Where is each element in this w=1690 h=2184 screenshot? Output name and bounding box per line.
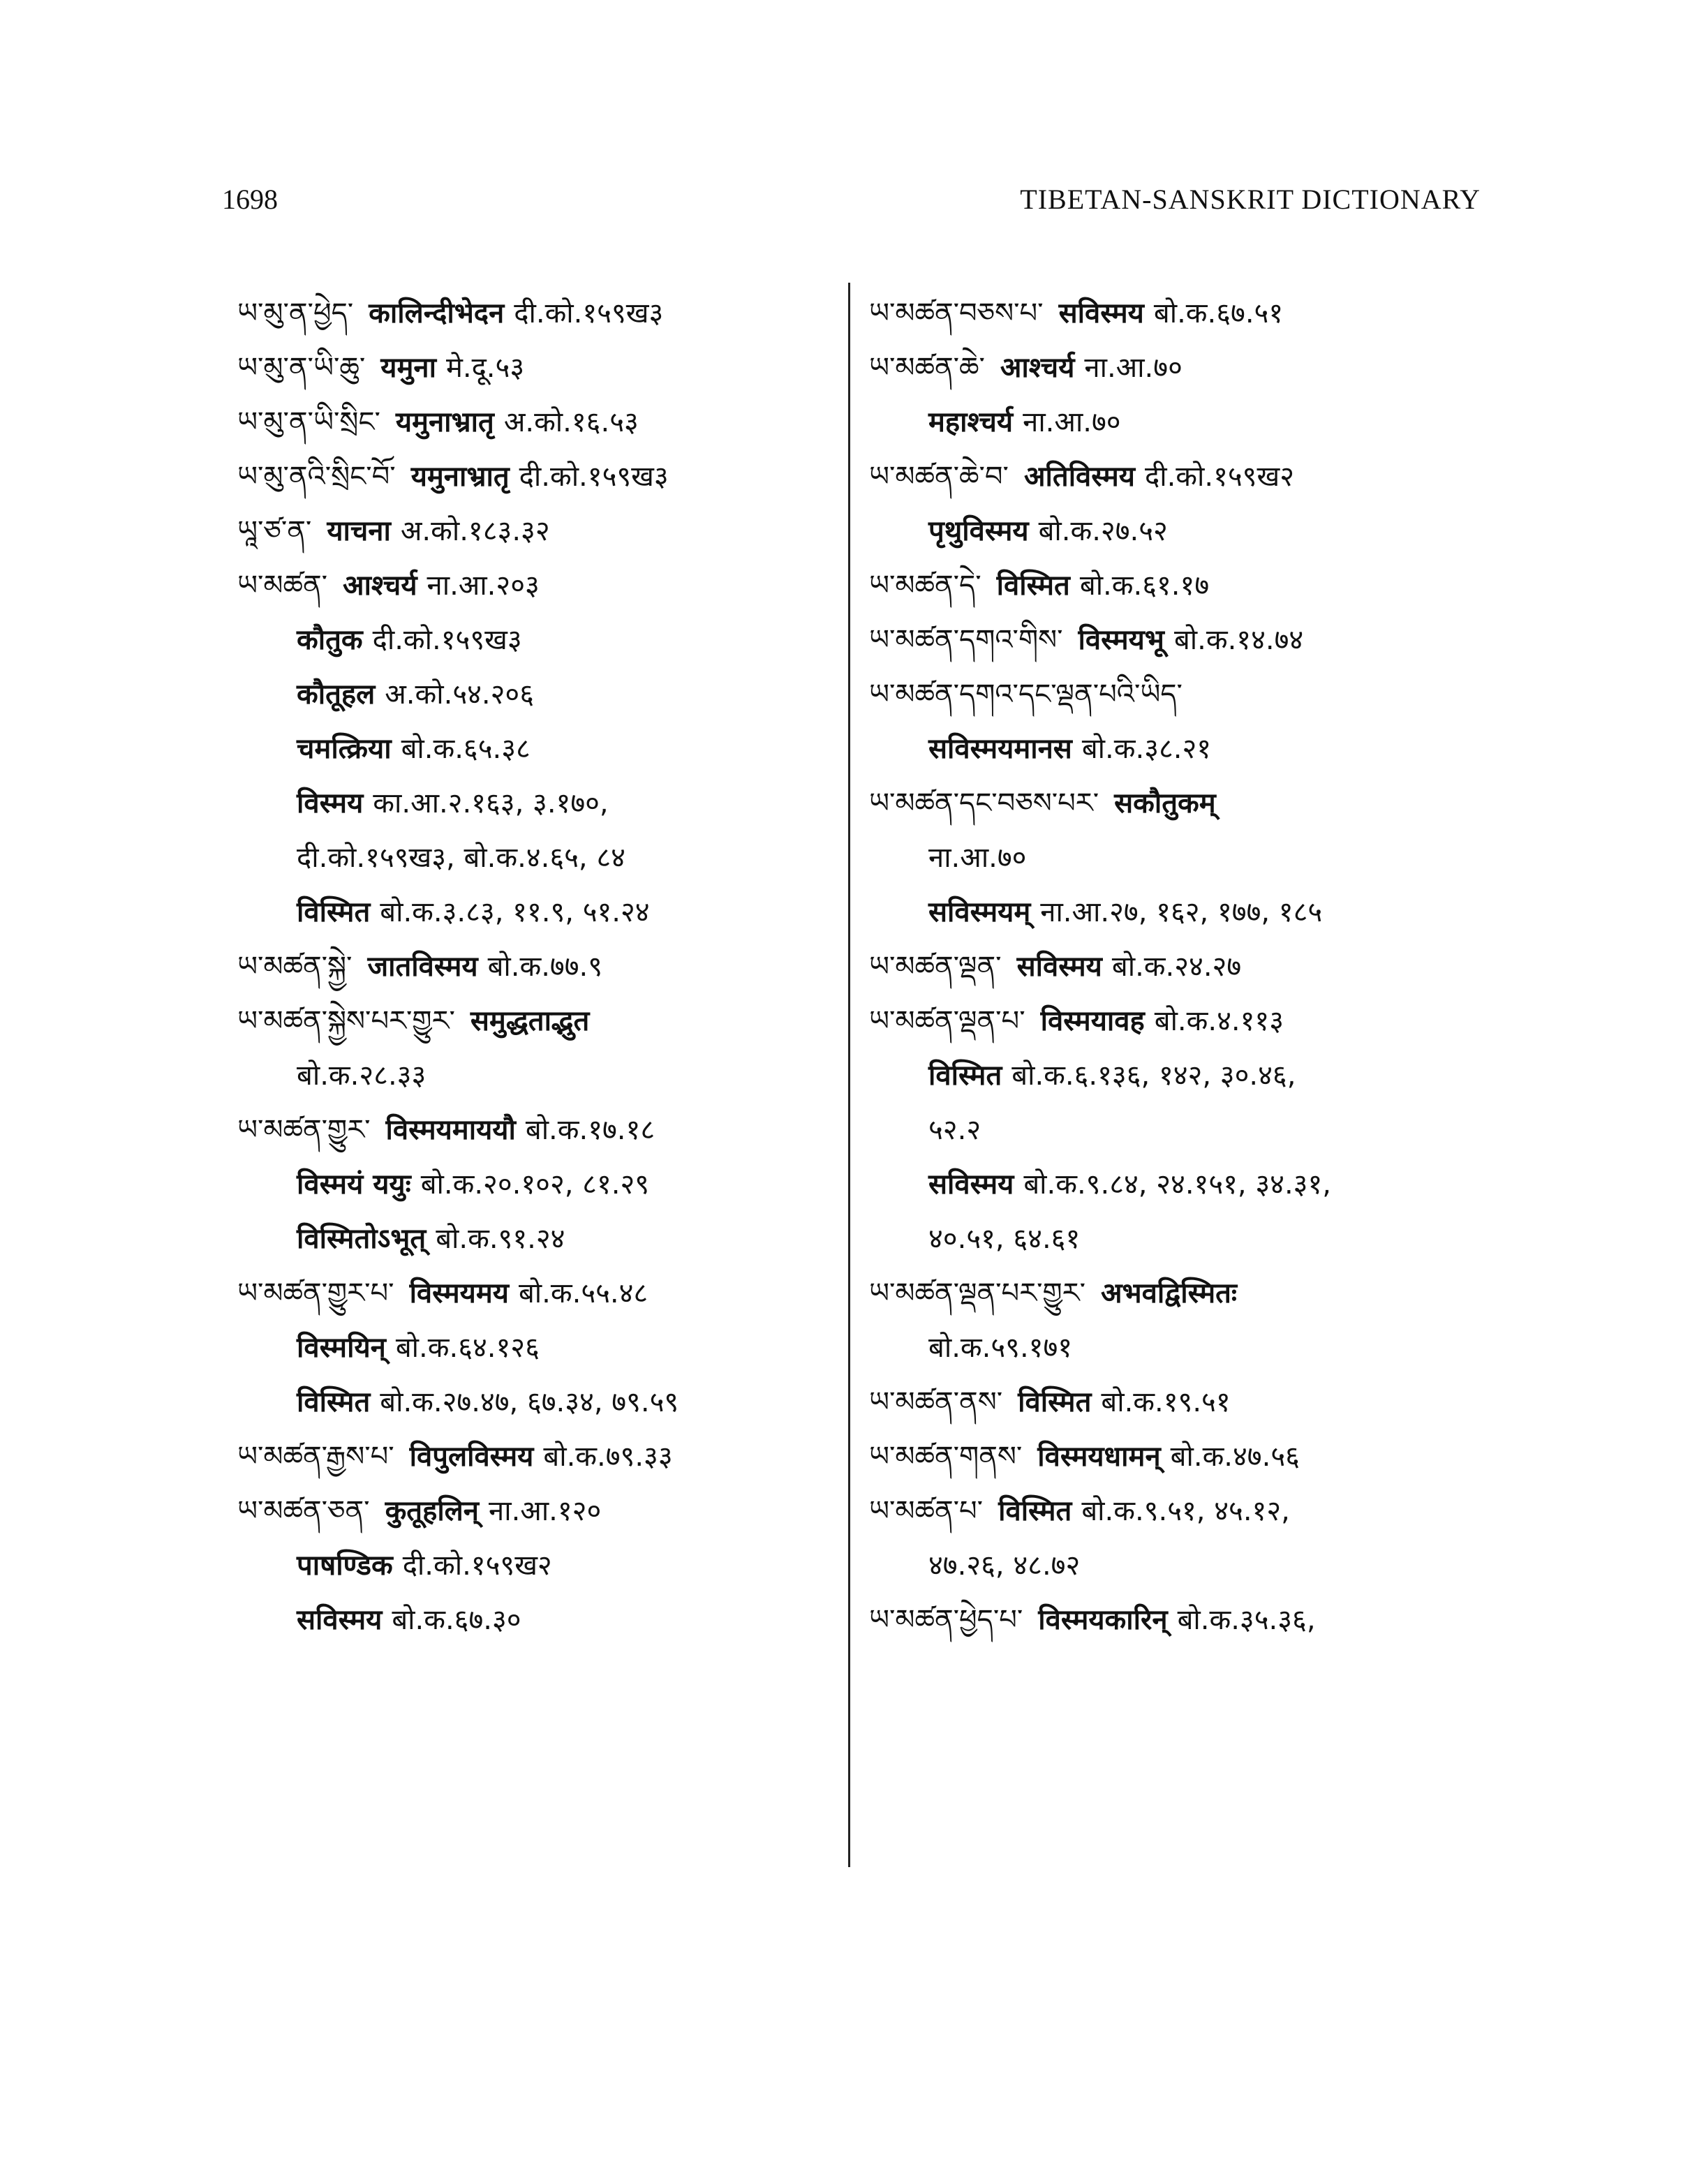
sub-entry bbox=[869, 1157, 1497, 1212]
source-reference: मे.दू.५३ bbox=[445, 352, 525, 384]
column-divider bbox=[848, 283, 850, 1867]
tibetan-headword: ཡ་མཚན་བཅས་པ་ bbox=[869, 297, 1044, 329]
tibetan-headword: ཡ་མཚན་སྐྱེས་པར་གྱུར་ bbox=[237, 1005, 455, 1037]
source-reference: अ.को.१६.५३ bbox=[503, 406, 639, 438]
sub-entry bbox=[869, 722, 1497, 776]
tibetan-headword: ཡ་མཚན་གྱུར་པ་ bbox=[237, 1277, 394, 1309]
sanskrit-equivalent: यमुनाभ्रातृ bbox=[410, 461, 510, 493]
tibetan-headword: ཡཱ་ཙ་ན་ bbox=[237, 515, 312, 547]
source-reference: बो.क.९१.२४ bbox=[436, 1223, 565, 1255]
dictionary-entry bbox=[869, 1429, 1497, 1484]
source-reference: बो.क.६.१३६, १४२, ३०.४६, bbox=[1011, 1060, 1296, 1092]
sanskrit-equivalent: यमुनाभ्रातृ bbox=[395, 406, 494, 438]
sub-entry bbox=[237, 1593, 838, 1647]
sanskrit-equivalent: महाश्चर्य bbox=[928, 406, 1014, 438]
sub-entry bbox=[237, 722, 838, 776]
source-reference: बो.क.५९.१७१ bbox=[928, 1332, 1073, 1364]
dictionary-entry bbox=[237, 450, 838, 504]
tibetan-headword: ཡ་མཚན་ཆེ་ bbox=[869, 352, 985, 384]
tibetan-headword: ཡ་མཚན་ bbox=[237, 570, 328, 602]
source-reference: ना.आ.७० bbox=[1084, 352, 1183, 384]
dictionary-entry bbox=[237, 1266, 838, 1321]
source-reference: बो.क.७७.९ bbox=[487, 951, 603, 983]
dictionary-entry bbox=[237, 1103, 838, 1157]
dictionary-entry bbox=[869, 1484, 1497, 1538]
sanskrit-equivalent: जातविस्मय bbox=[367, 951, 478, 983]
sanskrit-equivalent: कालिन्दीभेदन bbox=[369, 297, 505, 329]
dictionary-entry bbox=[237, 286, 838, 341]
source-reference: ना.आ.१२० bbox=[489, 1495, 602, 1527]
dictionary-entry bbox=[869, 1266, 1497, 1321]
tibetan-headword: ཡ་མཚན་དང་བཅས་པར་ bbox=[869, 787, 1099, 819]
source-reference: दी.को.१५९ख३ bbox=[372, 624, 522, 656]
source-reference: बो.क.५५.४८ bbox=[518, 1277, 648, 1309]
source-reference: बो.क.२४.२७ bbox=[1111, 951, 1242, 983]
source-reference: बो.क.२७.५२ bbox=[1038, 515, 1168, 547]
dictionary-entry bbox=[237, 395, 838, 450]
sanskrit-equivalent: सविस्मय bbox=[297, 1604, 383, 1636]
tibetan-headword: ཡ་མུ་ནའི་སྲིང་བོ་ bbox=[237, 461, 396, 493]
sub-entry bbox=[869, 885, 1497, 939]
tibetan-headword: ཡ་མཚན་ལྡན་པར་གྱུར་ bbox=[869, 1277, 1085, 1309]
source-reference: दी.को.१५९ख३ bbox=[519, 461, 669, 493]
dictionary-entry bbox=[869, 450, 1497, 504]
continuation-line bbox=[237, 1048, 838, 1103]
sub-entry bbox=[237, 776, 838, 831]
source-reference: ना.आ.२०३ bbox=[427, 570, 540, 602]
source-reference: ना.आ.२७, १६२, १७७, १८५ bbox=[1040, 896, 1323, 928]
sub-entry bbox=[237, 885, 838, 939]
dictionary-entry bbox=[237, 939, 838, 994]
source-reference: ना.आ.७० bbox=[1023, 406, 1121, 438]
sanskrit-equivalent: कौतुक bbox=[297, 624, 363, 656]
sanskrit-equivalent: यमुना bbox=[380, 352, 436, 384]
continuation-line bbox=[869, 1538, 1497, 1593]
sub-entry bbox=[237, 1212, 838, 1266]
dictionary-entry bbox=[237, 504, 838, 558]
source-reference: बो.क.७९.३३ bbox=[543, 1441, 673, 1473]
source-reference: बो.क.१४.७४ bbox=[1173, 624, 1304, 656]
sanskrit-equivalent: विस्मयं ययुः bbox=[297, 1168, 411, 1201]
tibetan-headword: ཡ་མཚན་དེ་ bbox=[869, 570, 981, 602]
dictionary-entry bbox=[869, 341, 1497, 395]
source-reference: बो.क.४.११३ bbox=[1154, 1005, 1284, 1037]
source-reference: बो.क.३.८३, ११.९, ५१.२४ bbox=[380, 896, 650, 928]
sanskrit-equivalent: विपुलविस्मय bbox=[409, 1441, 534, 1473]
sanskrit-equivalent: आश्चर्य bbox=[1000, 352, 1075, 384]
sanskrit-equivalent: कुतूहलिन् bbox=[385, 1495, 480, 1527]
sub-entry bbox=[237, 1157, 838, 1212]
tibetan-headword: ཡ་མཚན་དགའ་དང་ལྡན་པའི་ཡིད་ bbox=[869, 678, 1183, 711]
source-reference: बो.क.२०.१०२, ८१.२९ bbox=[420, 1168, 650, 1201]
continuation-line bbox=[869, 1103, 1497, 1157]
tibetan-headword: ཡ་མཚན་གྱུར་ bbox=[237, 1114, 371, 1146]
dictionary-entry bbox=[869, 994, 1497, 1048]
source-reference: बो.क.१९.५१ bbox=[1101, 1386, 1231, 1418]
source-reference: दी.को.१५९ख३, बो.क.४.६५, ८४ bbox=[297, 842, 625, 874]
sanskrit-equivalent: विस्मयभू bbox=[1078, 624, 1164, 656]
dictionary-entry bbox=[869, 558, 1497, 613]
source-reference: बो.क.३५.३६, bbox=[1177, 1604, 1316, 1636]
tibetan-headword: ཡ་མུ་ན་ཡི་སྲིང་ bbox=[237, 406, 380, 438]
sub-entry bbox=[237, 1375, 838, 1429]
sanskrit-equivalent: विस्मयकारिन् bbox=[1038, 1604, 1168, 1636]
tibetan-headword: ཡ་མཚན་ཆེ་བ་ bbox=[869, 461, 1009, 493]
tibetan-headword: ཡ་མཚན་པ་ bbox=[869, 1495, 984, 1527]
sanskrit-equivalent: सविस्मयमानस bbox=[928, 733, 1072, 765]
tibetan-headword: ཡ་མུ་ན་ཕྱེད་ bbox=[237, 297, 354, 329]
continuation-line bbox=[869, 1212, 1497, 1266]
left-column bbox=[237, 286, 838, 1647]
sanskrit-equivalent: विस्मितोऽभूत् bbox=[297, 1223, 427, 1255]
source-reference: बो.क.६५.३८ bbox=[401, 733, 531, 765]
tibetan-headword: ཡ་མཚན་ལྡན་པ་ bbox=[869, 1005, 1025, 1037]
source-reference: बो.क.९.५१, ४५.१२, bbox=[1081, 1495, 1290, 1527]
sub-entry bbox=[869, 395, 1497, 450]
source-reference: दी.को.१५९ख२ bbox=[1144, 461, 1294, 493]
source-reference: बो.क.४७.५६ bbox=[1170, 1441, 1300, 1473]
source-reference: ५२.२ bbox=[928, 1114, 981, 1146]
sanskrit-equivalent: विस्मयिन् bbox=[297, 1332, 386, 1364]
sanskrit-equivalent: विस्मयावह bbox=[1040, 1005, 1145, 1037]
dictionary-entry bbox=[869, 776, 1497, 831]
source-reference: बो.क.६१.१७ bbox=[1079, 570, 1210, 602]
source-reference: ४७.२६, ४८.७२ bbox=[928, 1550, 1081, 1582]
dictionary-entry bbox=[869, 286, 1497, 341]
continuation-line bbox=[869, 1321, 1497, 1375]
source-reference: बो.क.६४.१२६ bbox=[395, 1332, 540, 1364]
sub-entry bbox=[237, 1538, 838, 1593]
right-column bbox=[869, 286, 1497, 1647]
source-reference: बो.क.६७.३० bbox=[392, 1604, 521, 1636]
source-reference: ना.आ.७० bbox=[928, 842, 1027, 874]
dictionary-entry bbox=[869, 1375, 1497, 1429]
sanskrit-equivalent: कौतूहल bbox=[297, 678, 376, 711]
tibetan-headword: ཡ་མཚན་ཕྱེད་པ་ bbox=[869, 1604, 1023, 1636]
sanskrit-equivalent: विस्मित bbox=[1018, 1386, 1092, 1418]
sanskrit-equivalent: सविस्मय bbox=[1058, 297, 1144, 329]
running-title: TIBETAN-SANSKRIT DICTIONARY bbox=[1020, 184, 1481, 215]
sanskrit-equivalent: विस्मित bbox=[998, 1495, 1072, 1527]
sanskrit-equivalent: विस्मित bbox=[928, 1060, 1002, 1092]
dictionary-entry bbox=[237, 1484, 838, 1538]
sub-entry bbox=[869, 504, 1497, 558]
sanskrit-equivalent: याचना bbox=[327, 515, 391, 547]
dictionary-entry bbox=[237, 341, 838, 395]
sanskrit-equivalent: अतिविस्मय bbox=[1023, 461, 1135, 493]
sanskrit-equivalent: आश्चर्य bbox=[343, 570, 417, 602]
tibetan-headword: ཡ་མཚན་རྒྱས་པ་ bbox=[237, 1441, 394, 1473]
source-reference: दी.को.१५९ख२ bbox=[402, 1550, 552, 1582]
source-reference: दी.को.१५९ख३ bbox=[514, 297, 664, 329]
tibetan-headword: ཡ་མཚན་ནས་ bbox=[869, 1386, 1003, 1418]
continuation-line bbox=[237, 831, 838, 885]
tibetan-headword: ཡ་མཚན་ཅན་ bbox=[237, 1495, 370, 1527]
sanskrit-equivalent: विस्मयधामन् bbox=[1037, 1441, 1161, 1473]
sanskrit-equivalent: समुद्धताद्भुत bbox=[470, 1005, 590, 1037]
source-reference: बो.क.२८.३३ bbox=[297, 1060, 427, 1092]
tibetan-headword: ཡ་མཚན་དགའ་གིས་ bbox=[869, 624, 1063, 656]
sanskrit-equivalent: चमत्क्रिया bbox=[297, 733, 392, 765]
continuation-line bbox=[869, 831, 1497, 885]
dictionary-entry bbox=[237, 1429, 838, 1484]
sanskrit-equivalent: सविस्मयम् bbox=[928, 896, 1031, 928]
sub-entry bbox=[869, 1048, 1497, 1103]
sub-entry bbox=[237, 613, 838, 667]
source-reference: बो.क.२७.४७, ६७.३४, ७९.५९ bbox=[380, 1386, 679, 1418]
source-reference: अ.को.१८३.३२ bbox=[400, 515, 550, 547]
source-reference: बो.क.९.८४, २४.१५१, ३४.३१, bbox=[1023, 1168, 1331, 1201]
source-reference: अ.को.५४.२०६ bbox=[385, 678, 535, 711]
sanskrit-equivalent: अभवद्विस्मितः bbox=[1101, 1277, 1237, 1309]
dictionary-entry bbox=[237, 994, 838, 1048]
sanskrit-equivalent: पृथुविस्मय bbox=[928, 515, 1029, 547]
sanskrit-equivalent: विस्मयमय bbox=[409, 1277, 509, 1309]
dictionary-entry bbox=[869, 1593, 1497, 1647]
dictionary-entry bbox=[869, 939, 1497, 994]
sanskrit-equivalent: विस्मित bbox=[996, 570, 1070, 602]
source-reference: का.आ.२.१६३, ३.१७०, bbox=[373, 787, 609, 819]
source-reference: ४०.५१, ६४.६१ bbox=[928, 1223, 1081, 1255]
sub-entry bbox=[237, 1321, 838, 1375]
dictionary-entry bbox=[869, 667, 1497, 722]
source-reference: बो.क.६७.५१ bbox=[1153, 297, 1284, 329]
dictionary-entry bbox=[237, 558, 838, 613]
tibetan-headword: ཡ་མཚན་ལྡན་ bbox=[869, 951, 1002, 983]
sanskrit-equivalent: विस्मयमाययौ bbox=[385, 1114, 516, 1146]
dictionary-entry bbox=[869, 613, 1497, 667]
sanskrit-equivalent: सविस्मय bbox=[1016, 951, 1102, 983]
sanskrit-equivalent: पाषण्डिक bbox=[297, 1550, 393, 1582]
sanskrit-equivalent: सकौतुकम् bbox=[1114, 787, 1216, 819]
sanskrit-equivalent: सविस्मय bbox=[928, 1168, 1014, 1201]
source-reference: बो.क.१७.१८ bbox=[525, 1114, 655, 1146]
page-number: 1698 bbox=[222, 184, 278, 215]
sanskrit-equivalent: विस्मय bbox=[297, 787, 364, 819]
tibetan-headword: ཡ་མཚན་སྐྱེ་ bbox=[237, 951, 353, 983]
sub-entry bbox=[237, 667, 838, 722]
tibetan-headword: ཡ་མུ་ན་ཡི་ཆུ་ bbox=[237, 352, 366, 384]
sanskrit-equivalent: विस्मित bbox=[297, 896, 371, 928]
tibetan-headword: ཡ་མཚན་གནས་ bbox=[869, 1441, 1023, 1473]
sanskrit-equivalent: विस्मित bbox=[297, 1386, 371, 1418]
source-reference: बो.क.३८.२१ bbox=[1081, 733, 1212, 765]
